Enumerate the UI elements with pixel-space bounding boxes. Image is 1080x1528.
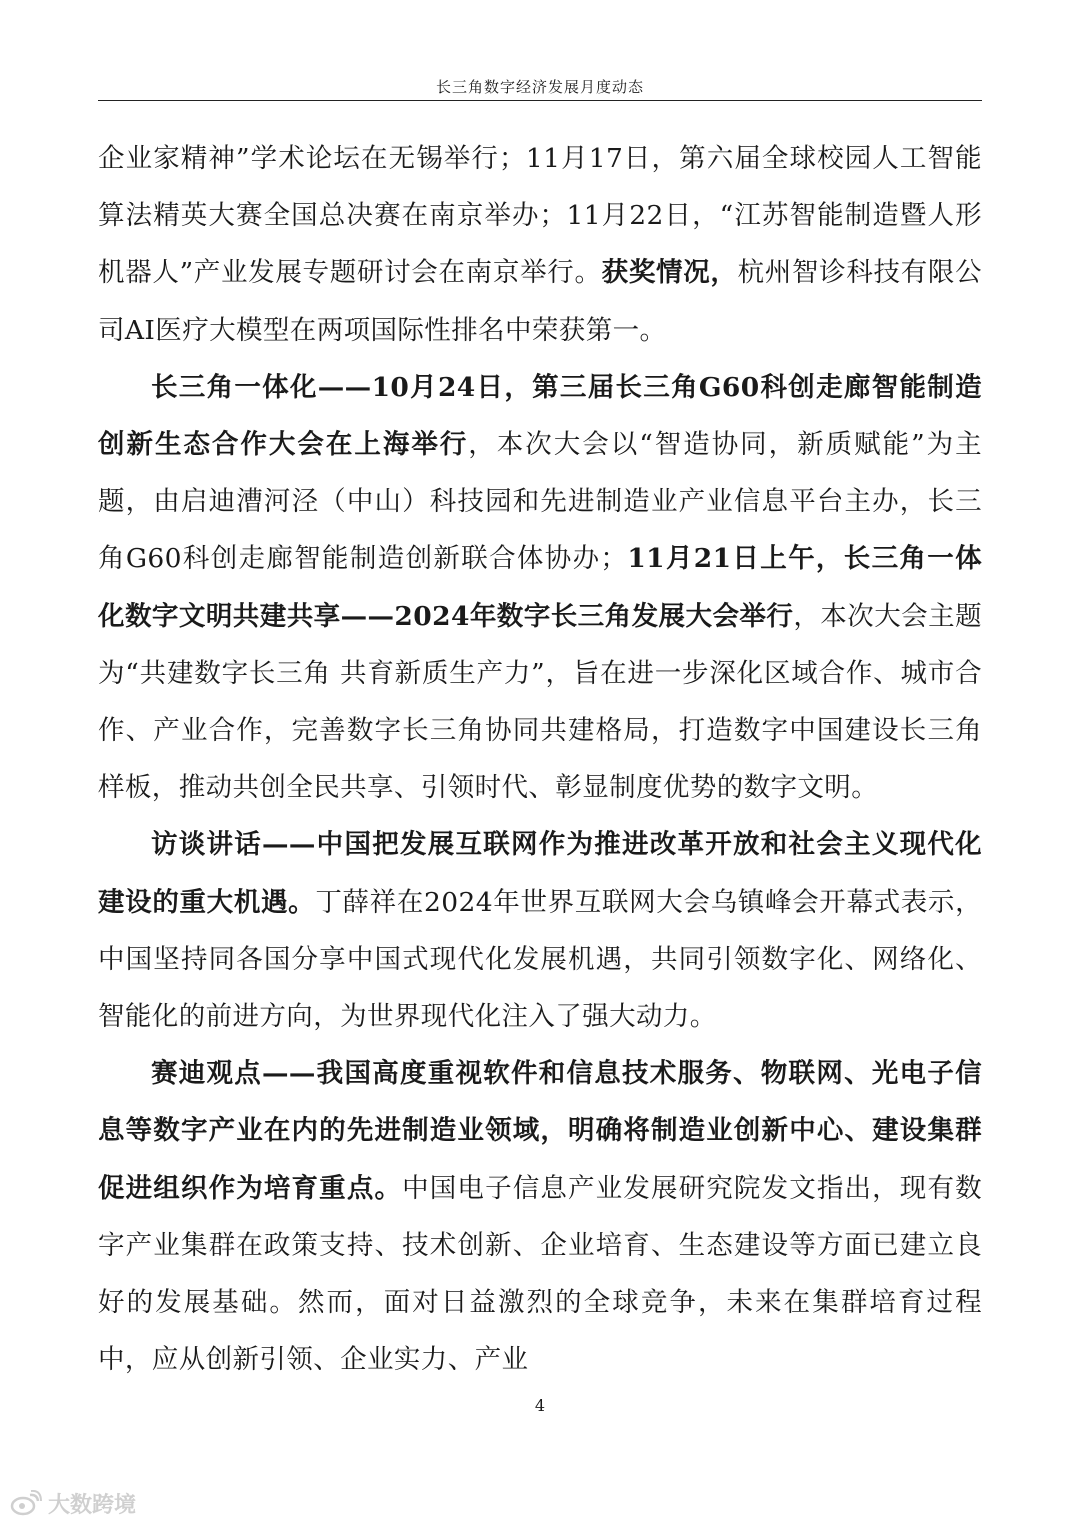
text-run: 丁薛祥在2024年世界互联网大会乌镇峰会开幕式表示，中国坚持同各国分享中国式现代化发展机遇，共同引领数字化、网络化、智能化的前进方向，为世界现代化注入了强大动力。: [98, 886, 983, 1033]
page-number: 4: [534, 1396, 546, 1415]
paragraph: [98, 1045, 982, 1388]
text-run: ，本次大会主题为“共建数字长三角 共育新质生产力”，旨在进一步深化区域合作、城市合作、产业合作，完善数字长三角协同共建格局，打造数字中国建设长三角样板，推动共创全民共享、引领时代、彰显制度优势的数字文明。: [98, 600, 982, 804]
bold-run: 访谈讲话——中国把发展互联网作为推进改革开放和社会主义现代化建设的重大机遇。: [98, 829, 982, 918]
text-run: 杭州智诊科技有限公司AI医疗大模型在两项国际性排名中荣获第一。: [98, 257, 983, 346]
running-header: 长三角数字经济发展月度动态: [435, 78, 644, 96]
paragraph: [98, 130, 982, 359]
header-divider: [98, 100, 982, 101]
text-run: 中国电子信息产业发展研究院发文指出，现有数字产业集群在政策支持、技术创新、企业培育、生态建设等方面已建立良好的发展基础。然而，面对日益激烈的全球竞争，未来在集群培育过程中，应从创新引领、企业实力、产业: [98, 1172, 982, 1376]
watermark-text: 大数跨境: [48, 1492, 137, 1518]
text-run: ，本次大会以“智造协同，新质赋能”为主题，由启迪漕河泾（中山）科技园和先进制造业产业信息平台主办，长三角G60科创走廊智能制造创新联合体协办；: [98, 429, 982, 575]
bold-run: 赛迪观点——我国高度重视软件和信息技术服务、物联网、光电子信息等数字产业在内的先进制造业领域，明确将制造业创新中心、建设集群促进组织作为培育重点。: [98, 1058, 982, 1204]
bold-run: 11月21日上午，长三角一体化数字文明共建共享——2024年数字长三角发展大会举行: [98, 543, 982, 632]
bold-run: 长三角一体化——10月24日，第三届长三角G60科创走廊智能制造创新生态合作大会在上海举行: [98, 371, 982, 461]
text-run: 企业家精神”学术论坛在无锡举行；11月17日，第六届全球校园人工智能算法精英大赛全国总决赛在南京举办；11月22日，“江苏智能制造暨人形机器人”产业发展专题研讨会在南京举行。: [98, 143, 982, 289]
paragraph: [98, 816, 982, 1045]
weibo-like-logo-icon: [10, 1490, 42, 1516]
document-body: [98, 130, 982, 1388]
bold-run: 获奖情况，: [601, 257, 738, 289]
paragraph: [98, 359, 982, 817]
watermark: [10, 1488, 136, 1518]
